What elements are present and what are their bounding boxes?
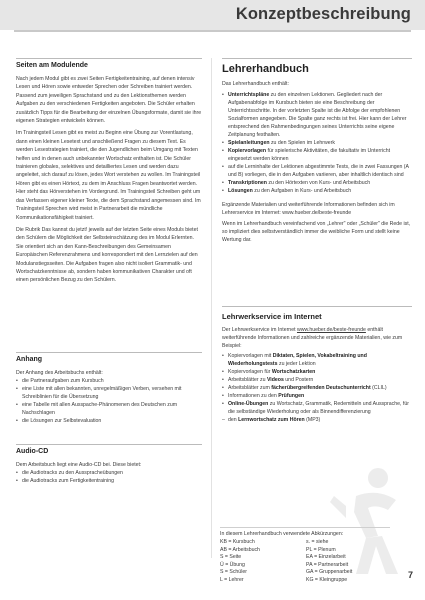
list-item: – den Lernwortschatz zum Hören (MP3)	[222, 416, 412, 424]
list-item: • Kopiervorlagen für spielerische Aktivitäten, die fakultativ im Unterricht eingesetzt werden können	[222, 147, 412, 163]
paragraph: Der Lehrwerkservice im Internet www.hueber.de/beste-freunde enthält weiterführende Informationen und zahlreiche ergänzende Materialien, wie zum Beispiel:	[222, 327, 403, 349]
abbreviations-rule	[220, 527, 390, 528]
paragraph: Das Lehrerhandbuch enthält:	[222, 81, 289, 87]
abbr-item: S = Seite	[220, 554, 242, 561]
column-divider	[211, 58, 212, 558]
list-item: • Lösungen zu den Aufgaben in Kurs- und Arbeitsbuch	[222, 187, 412, 195]
section-lehrerhandbuch	[222, 58, 412, 247]
list-item: • eine Tabelle mit allen Ausspache-Phänomenen des Deutschen zum Nachschlagen	[16, 401, 202, 417]
list-item: • die Lösungen zur Selbstevaluation	[16, 417, 202, 425]
list-item: • eine Liste mit allen bekannten, unregelmäßigen Verben, versehen mit Schreiblinien für die Übersetzung	[16, 385, 202, 401]
section-title: Audio-CD	[16, 448, 49, 455]
abbreviations-grid	[220, 539, 390, 585]
list-item: • Kopiervorlagen für Wortschatzkarten	[222, 368, 412, 376]
section-title: Lehrerhandbuch	[222, 63, 309, 75]
abbr-item: PA = Partnerarbeit	[306, 561, 349, 568]
abbr-item: S = Schüler	[220, 569, 247, 576]
paragraph: Dem Arbeitsbuch liegt eine Audio-CD bei. Diese bietet:	[16, 462, 142, 468]
lehrer-list	[222, 91, 412, 195]
service-link[interactable]: www.hueber.de/beste-freunde	[296, 327, 366, 333]
list-item: • Spielanleitungen zu den Spielen im Lehrwerk	[222, 139, 412, 147]
audio-list	[16, 469, 202, 485]
list-item: • die Partneraufgaben zum Kursbuch	[16, 377, 202, 385]
abbr-item: GA = Gruppenarbeit	[306, 569, 353, 576]
paragraph: Wenn im Lehrerhandbuch vereinfachend von „Lehrer" oder „Schüler" die Rede ist, so impliziert dies selbstverständlich immer die weibliche Form und stellt keine Wertung dar.	[222, 221, 411, 243]
abbr-item: Ü = Übung	[220, 561, 245, 568]
section-rule	[222, 58, 412, 59]
header-rule	[14, 30, 411, 32]
list-item: • Arbeitsblätter zu Videos und Postern	[222, 376, 412, 384]
list-item: • die Audiotracks zu den Ausspracheübungen	[16, 469, 202, 477]
abbr-item: L = Lehrer	[220, 576, 244, 583]
list-item: • Kopiervorlagen mit Diktaten, Spielen, Vokabeltraining und Wiederholungstests zu jeder Lektion	[222, 352, 412, 368]
abbr-item: AB = Arbeitsbuch	[220, 546, 260, 553]
section-rule	[16, 352, 202, 353]
section-rule	[222, 306, 412, 307]
abbr-item: EA = Einzelarbeit	[306, 554, 346, 561]
list-item: • Transkriptionen zu den Hörtexten von Kurs- und Arbeitsbuch	[222, 179, 412, 187]
abbr-item: PL = Plenum	[306, 546, 336, 553]
abbr-item: s. = siehe	[306, 539, 329, 545]
list-item: • auf die Lerninhalte der Lektionen abgestimmte Tests, die in zwei Fassungen (A und B) vorliegen, die in den Aufgaben variieren, aber inhaltlich identisch sind	[222, 163, 412, 179]
paragraph: Der Anhang des Arbeitsbuchs enthält:	[16, 370, 103, 376]
section-lehrwerkservice	[222, 306, 412, 424]
list-item: • Unterrichtspläne zu den einzelnen Lektionen. Gegliedert nach der Aufgabenabfolge im Kursbuch bieten sie eine Beschreibung der Unterrichtsschritte. In der vorletzten Spalte ist die Abfolge der empfohlenen Sozialformen angegeben. Die Spalte ganz rechts ist frei. Hier kann der Lehrer entsprechend den Rahmenbedingungen seines Unterrichts seine eigene Zeitplanung festhalten.	[222, 91, 412, 139]
abbreviations-title: In diesem Lehrerhandbuch verwendete Abkürzungen:	[220, 531, 344, 537]
list-item: • Informationen zu den Prüfungen	[222, 392, 412, 400]
abbr-item: KB = Kursbuch	[220, 539, 255, 545]
section-rule	[16, 58, 202, 59]
paragraph: Ergänzende Materialien und weiterführende Informationen befinden sich im Lehrerservice im Internet: www.hueber.de/beste-freunde	[222, 202, 395, 216]
section-anhang	[16, 352, 202, 425]
service-list	[222, 352, 412, 424]
abbreviations-box	[220, 527, 390, 593]
section-rule	[16, 444, 202, 445]
paragraph: Nach jedem Modul gibt es zwei Seiten Fertigkeitentraining, auf denen intensiv Lesen und Hören sowie entweder Sprechen oder Schreiben trainiert werden. Passend zum jeweiligen Sprachstand und zu den Lektionsthemen werden Aufgaben zu den verschiedenen Fertigkeiten angeboten. Die Schüler erhalten zusätzlich Tipps für die Bearbeitung der einzelnen Übungsformate, damit sie ihre eigenen Strategien entwickeln können.	[16, 76, 202, 125]
section-title: Seiten am Modulende	[16, 62, 88, 69]
list-item: • Online-Übungen zu Wortschatz, Grammatik, Redemitteln und Aussprache, für die selbständige Wiederholung oder als Binnendifferenzierung	[222, 400, 412, 416]
section-seiten-am-modulende	[16, 58, 202, 289]
paragraph: Die Rubrik Das kannst du jetzt! jeweils auf der letzten Seite eines Moduls bietet den Schülern die Möglichkeit der Selbsteinschätzung des im Modul Erlernten. Sie orientiert sich an den Kann-Beschreibungen des Gemeinsamen Europäischen Referenzrahmens und korrespondiert mit den Lernzielen auf den Modulanstiegsseiten. Die Aufgaben fragen also nicht isoliert Grammatik- und Wortschatzkenntnisse ab, sondern haben kommunikativen Charakter und oft einen persönlichen Bezug zu den Schülern.	[16, 226, 198, 284]
page-title: Konzeptbeschreibung	[235, 5, 411, 23]
list-item: • Arbeitsblätter zum fächerübergreifenden Deutschunterricht (CLIL)	[222, 384, 412, 392]
section-title: Lehrwerkservice im Internet	[222, 312, 322, 321]
paragraph: Im Trainingsteil Lesen gibt es meist zu Beginn eine Übung zur Vorentlastung, dann einen kleinen Lesetext und anschließend Fragen zu diesem Text. Es werden Lesestrategien trainiert, die den Jugendlichen beim Umgang mit Texten helfen und in denen auch unbekannter Wortschatz enthalten ist. Die Schüler trainieren globales, selektives und detailliertes Lesen und werden dazu angeleitet, sich darauf zu lösen, jedes Wort verstehen zu wollen. Im Trainingsteil Hören gibt es einen Hörtext, zu dem im Anschluss Fragen beantwortet werden. Hier steht das Hörverstehen im Vordergrund. Im Trainingsteil Schreiben geht um das Verfassen eigener kleiner Texte, die dem Sprachstand angemessen sind. Im Trainingsteil Sprechen wird meist in Partnerarbeit die mündliche Kommunikationsfähigkeit trainiert.	[16, 130, 201, 221]
page-number: 7	[407, 570, 413, 580]
section-audio-cd	[16, 444, 202, 485]
list-item: • die Audiotracks zum Fertigkeitentraining	[16, 477, 202, 485]
anhang-list	[16, 377, 202, 425]
section-title: Anhang	[16, 356, 43, 363]
abbr-item: KG = Kleingruppe	[306, 576, 348, 583]
